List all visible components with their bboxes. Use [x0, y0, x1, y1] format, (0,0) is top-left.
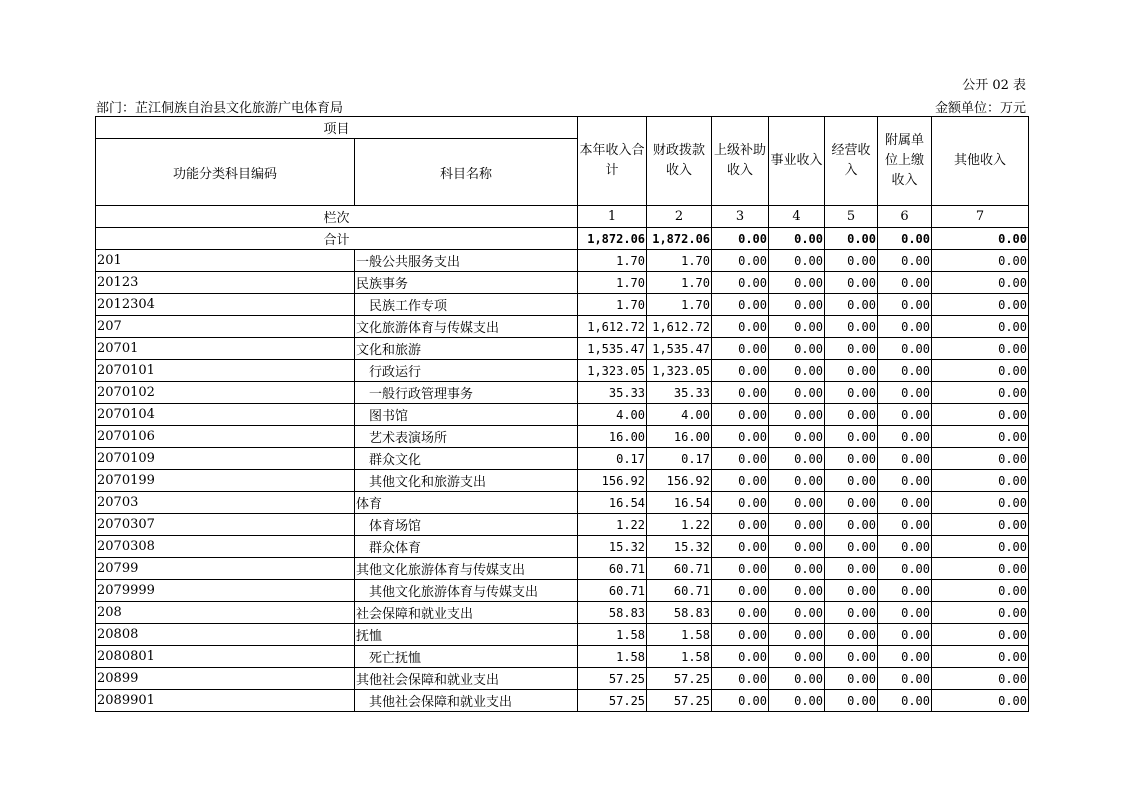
amount-cell: 1.70: [578, 272, 647, 294]
amount-cell: 0.00: [769, 470, 825, 492]
subject-code: 2079999: [96, 580, 355, 602]
amount-cell: 0.00: [712, 294, 769, 316]
table-body: [96, 250, 1029, 712]
total-value: 0.00: [769, 228, 825, 250]
amount-cell: 0.00: [932, 426, 1029, 448]
table-row: [96, 602, 1029, 624]
amount-cell: 0.00: [878, 624, 932, 646]
amount-cell: 0.00: [769, 448, 825, 470]
subject-code: 2070199: [96, 470, 355, 492]
amount-cell: 0.00: [932, 558, 1029, 580]
subject-code: 20123: [96, 272, 355, 294]
amount-cell: 0.00: [932, 668, 1029, 690]
amount-cell: 0.00: [825, 250, 878, 272]
subject-code: 208: [96, 602, 355, 624]
amount-cell: 0.00: [825, 426, 878, 448]
subject-name: 一般行政管理事务: [355, 382, 578, 404]
subject-name: 群众体育: [355, 536, 578, 558]
row-no: 5: [825, 206, 878, 228]
amount-cell: 1.70: [647, 250, 712, 272]
subject-code: 2070101: [96, 360, 355, 382]
subject-name: 文化和旅游: [355, 338, 578, 360]
subject-code: 207: [96, 316, 355, 338]
total-value: 1,872.06: [578, 228, 647, 250]
subject-name: 抚恤: [355, 624, 578, 646]
amount-cell: 0.00: [878, 690, 932, 712]
table-row: [96, 382, 1029, 404]
amount-cell: 60.71: [578, 558, 647, 580]
amount-cell: 0.00: [932, 514, 1029, 536]
subject-name: 群众文化: [355, 448, 578, 470]
amount-cell: 1.70: [647, 272, 712, 294]
amount-cell: 35.33: [578, 382, 647, 404]
amount-cell: 0.00: [712, 316, 769, 338]
subject-code: 20703: [96, 492, 355, 514]
amount-cell: 0.17: [578, 448, 647, 470]
amount-cell: 1.58: [578, 646, 647, 668]
amount-cell: 57.25: [647, 690, 712, 712]
row-no: 3: [712, 206, 769, 228]
row-no-label: 栏次: [96, 206, 578, 228]
amount-cell: 0.00: [878, 602, 932, 624]
amount-cell: 0.00: [769, 316, 825, 338]
amount-cell: 0.00: [769, 360, 825, 382]
subject-name: 行政运行: [355, 360, 578, 382]
table-row: [96, 492, 1029, 514]
amount-cell: 0.00: [712, 404, 769, 426]
amount-cell: 0.00: [769, 294, 825, 316]
amount-cell: 0.00: [712, 272, 769, 294]
amount-cell: 156.92: [578, 470, 647, 492]
amount-cell: 0.00: [878, 558, 932, 580]
amount-cell: 1.58: [578, 624, 647, 646]
table-row: [96, 514, 1029, 536]
amount-cell: 0.00: [932, 338, 1029, 360]
amount-cell: 16.00: [647, 426, 712, 448]
subject-name: 体育场馆: [355, 514, 578, 536]
amount-cell: 0.00: [769, 426, 825, 448]
amount-cell: 0.00: [825, 360, 878, 382]
amount-cell: 0.00: [825, 316, 878, 338]
amount-cell: 0.00: [878, 294, 932, 316]
amount-cell: 0.00: [932, 536, 1029, 558]
header-affiliated: 附属单位上缴收入: [878, 117, 932, 206]
subject-name: 民族事务: [355, 272, 578, 294]
amount-cell: 0.00: [878, 316, 932, 338]
subject-name: 民族工作专项: [355, 294, 578, 316]
table-row: [96, 690, 1029, 712]
table-row: [96, 580, 1029, 602]
header-operating: 经营收入: [825, 117, 878, 206]
amount-cell: 0.00: [712, 602, 769, 624]
amount-cell: 0.00: [712, 558, 769, 580]
amount-cell: 0.00: [769, 404, 825, 426]
subject-code: 20701: [96, 338, 355, 360]
subject-code: 2070109: [96, 448, 355, 470]
amount-cell: 15.32: [578, 536, 647, 558]
amount-cell: 0.00: [932, 404, 1029, 426]
table-row: [96, 294, 1029, 316]
amount-cell: 0.00: [825, 624, 878, 646]
amount-cell: 0.00: [878, 448, 932, 470]
header-superior-subsidy: 上级补助收入: [712, 117, 769, 206]
amount-cell: 57.25: [647, 668, 712, 690]
amount-cell: 15.32: [647, 536, 712, 558]
amount-cell: 60.71: [578, 580, 647, 602]
table-row: [96, 558, 1029, 580]
amount-cell: 0.00: [769, 250, 825, 272]
amount-cell: 0.00: [878, 338, 932, 360]
amount-cell: 16.54: [578, 492, 647, 514]
subject-name: 其他社会保障和就业支出: [355, 690, 578, 712]
subject-code: 201: [96, 250, 355, 272]
amount-cell: 0.00: [932, 448, 1029, 470]
amount-cell: 16.00: [578, 426, 647, 448]
amount-cell: 0.00: [878, 470, 932, 492]
amount-cell: 0.00: [878, 514, 932, 536]
table-row: [96, 250, 1029, 272]
row-no: 4: [769, 206, 825, 228]
amount-cell: 0.00: [769, 646, 825, 668]
amount-cell: 1.70: [578, 294, 647, 316]
amount-cell: 0.00: [769, 602, 825, 624]
amount-cell: 1.70: [578, 250, 647, 272]
amount-cell: 0.00: [825, 404, 878, 426]
amount-cell: 0.00: [932, 316, 1029, 338]
subject-code: 2089901: [96, 690, 355, 712]
amount-cell: 0.00: [769, 580, 825, 602]
table-row: [96, 448, 1029, 470]
amount-cell: 57.25: [578, 690, 647, 712]
total-value: 0.00: [712, 228, 769, 250]
subject-code: 2012304: [96, 294, 355, 316]
total-value: 0.00: [825, 228, 878, 250]
amount-cell: 0.00: [825, 382, 878, 404]
header-business: 事业收入: [769, 117, 825, 206]
amount-cell: 0.00: [932, 624, 1029, 646]
subject-code: 2070102: [96, 382, 355, 404]
amount-cell: 0.00: [825, 470, 878, 492]
amount-cell: 0.00: [878, 646, 932, 668]
subject-name: 体育: [355, 492, 578, 514]
amount-cell: 0.00: [932, 470, 1029, 492]
amount-cell: 0.00: [878, 360, 932, 382]
amount-cell: 0.00: [712, 360, 769, 382]
header-fiscal: 财政拨款收入: [647, 117, 712, 206]
amount-cell: 57.25: [578, 668, 647, 690]
amount-cell: 1,612.72: [647, 316, 712, 338]
unit-label: 金额单位：万元: [934, 101, 1026, 116]
amount-cell: 4.00: [578, 404, 647, 426]
amount-cell: 0.00: [769, 624, 825, 646]
total-label: 合计: [96, 228, 578, 250]
table-row: [96, 272, 1029, 294]
table-row: [96, 536, 1029, 558]
amount-cell: 0.00: [932, 360, 1029, 382]
amount-cell: 35.33: [647, 382, 712, 404]
subject-name: 其他社会保障和就业支出: [355, 668, 578, 690]
amount-cell: 0.00: [712, 624, 769, 646]
amount-cell: 0.17: [647, 448, 712, 470]
amount-cell: 0.00: [712, 448, 769, 470]
amount-cell: 0.00: [825, 448, 878, 470]
amount-cell: 58.83: [578, 602, 647, 624]
row-no: 6: [878, 206, 932, 228]
amount-cell: 0.00: [932, 382, 1029, 404]
amount-cell: 0.00: [932, 602, 1029, 624]
amount-cell: 0.00: [712, 690, 769, 712]
amount-cell: 0.00: [825, 338, 878, 360]
subject-name: 一般公共服务支出: [355, 250, 578, 272]
amount-cell: 0.00: [769, 558, 825, 580]
amount-cell: 0.00: [712, 514, 769, 536]
subject-name: 其他文化旅游体育与传媒支出: [355, 580, 578, 602]
subject-name: 其他文化和旅游支出: [355, 470, 578, 492]
amount-cell: 0.00: [712, 668, 769, 690]
amount-cell: 60.71: [647, 558, 712, 580]
total-value: 1,872.06: [647, 228, 712, 250]
amount-cell: 0.00: [825, 272, 878, 294]
subject-name: 社会保障和就业支出: [355, 602, 578, 624]
amount-cell: 0.00: [769, 272, 825, 294]
subject-code: 2080801: [96, 646, 355, 668]
amount-cell: 0.00: [825, 602, 878, 624]
department-label: 部门：芷江侗族自治县文化旅游广电体育局: [96, 101, 344, 116]
table-row: [96, 316, 1029, 338]
amount-cell: 1,535.47: [578, 338, 647, 360]
amount-cell: 0.00: [825, 558, 878, 580]
amount-cell: 0.00: [878, 668, 932, 690]
row-no: 2: [647, 206, 712, 228]
amount-cell: 0.00: [825, 690, 878, 712]
amount-cell: 60.71: [647, 580, 712, 602]
header-code: 功能分类科目编码: [96, 139, 355, 206]
subject-code: 20799: [96, 558, 355, 580]
header-name: 科目名称: [355, 139, 578, 206]
amount-cell: 4.00: [647, 404, 712, 426]
subject-code: 2070308: [96, 536, 355, 558]
amount-cell: 156.92: [647, 470, 712, 492]
amount-cell: 0.00: [932, 272, 1029, 294]
amount-cell: 0.00: [878, 492, 932, 514]
row-no: 7: [932, 206, 1029, 228]
header-other: 其他收入: [932, 117, 1029, 206]
subject-code: 2070307: [96, 514, 355, 536]
table-row: [96, 338, 1029, 360]
amount-cell: 0.00: [712, 470, 769, 492]
amount-cell: 1,323.05: [647, 360, 712, 382]
amount-cell: 0.00: [932, 580, 1029, 602]
subject-name: 艺术表演场所: [355, 426, 578, 448]
income-table: [95, 116, 1029, 712]
subject-name: 文化旅游体育与传媒支出: [355, 316, 578, 338]
subject-code: 20808: [96, 624, 355, 646]
amount-cell: 1,535.47: [647, 338, 712, 360]
total-value: 0.00: [878, 228, 932, 250]
table-row: [96, 404, 1029, 426]
amount-cell: 0.00: [878, 272, 932, 294]
amount-cell: 1.58: [647, 646, 712, 668]
table-row: [96, 470, 1029, 492]
amount-cell: 0.00: [825, 580, 878, 602]
subject-code: 20899: [96, 668, 355, 690]
table-row: [96, 646, 1029, 668]
amount-cell: 0.00: [712, 250, 769, 272]
form-number: 公开 02 表: [962, 78, 1026, 93]
amount-cell: 0.00: [932, 492, 1029, 514]
amount-cell: 0.00: [712, 492, 769, 514]
amount-cell: 0.00: [769, 514, 825, 536]
amount-cell: 0.00: [712, 646, 769, 668]
amount-cell: 0.00: [878, 536, 932, 558]
amount-cell: 0.00: [932, 250, 1029, 272]
amount-cell: 0.00: [825, 514, 878, 536]
amount-cell: 0.00: [878, 580, 932, 602]
subject-name: 死亡抚恤: [355, 646, 578, 668]
amount-cell: 0.00: [712, 426, 769, 448]
amount-cell: 0.00: [878, 404, 932, 426]
amount-cell: 0.00: [932, 646, 1029, 668]
subject-code: 2070106: [96, 426, 355, 448]
amount-cell: 0.00: [769, 338, 825, 360]
amount-cell: 0.00: [769, 492, 825, 514]
amount-cell: 0.00: [712, 580, 769, 602]
amount-cell: 0.00: [932, 690, 1029, 712]
table-row: [96, 624, 1029, 646]
amount-cell: 0.00: [712, 382, 769, 404]
amount-cell: 0.00: [825, 536, 878, 558]
amount-cell: 0.00: [825, 492, 878, 514]
amount-cell: 0.00: [825, 646, 878, 668]
amount-cell: 58.83: [647, 602, 712, 624]
subject-name: 其他文化旅游体育与传媒支出: [355, 558, 578, 580]
amount-cell: 1,323.05: [578, 360, 647, 382]
amount-cell: 0.00: [712, 536, 769, 558]
table-row: [96, 668, 1029, 690]
amount-cell: 1,612.72: [578, 316, 647, 338]
row-no: 1: [578, 206, 647, 228]
amount-cell: 1.70: [647, 294, 712, 316]
amount-cell: 0.00: [825, 294, 878, 316]
table-row: [96, 426, 1029, 448]
total-row: [96, 228, 1029, 250]
header-total-income: 本年收入合计: [578, 117, 647, 206]
amount-cell: 0.00: [769, 536, 825, 558]
amount-cell: 16.54: [647, 492, 712, 514]
amount-cell: 1.22: [647, 514, 712, 536]
table-row: [96, 360, 1029, 382]
header-item: 项目: [96, 117, 578, 139]
subject-code: 2070104: [96, 404, 355, 426]
subject-name: 图书馆: [355, 404, 578, 426]
amount-cell: 0.00: [769, 690, 825, 712]
amount-cell: 0.00: [878, 426, 932, 448]
amount-cell: 0.00: [769, 668, 825, 690]
amount-cell: 0.00: [769, 382, 825, 404]
amount-cell: 0.00: [932, 294, 1029, 316]
amount-cell: 1.22: [578, 514, 647, 536]
amount-cell: 0.00: [878, 250, 932, 272]
amount-cell: 1.58: [647, 624, 712, 646]
amount-cell: 0.00: [712, 338, 769, 360]
amount-cell: 0.00: [825, 668, 878, 690]
total-value: 0.00: [932, 228, 1029, 250]
amount-cell: 0.00: [878, 382, 932, 404]
